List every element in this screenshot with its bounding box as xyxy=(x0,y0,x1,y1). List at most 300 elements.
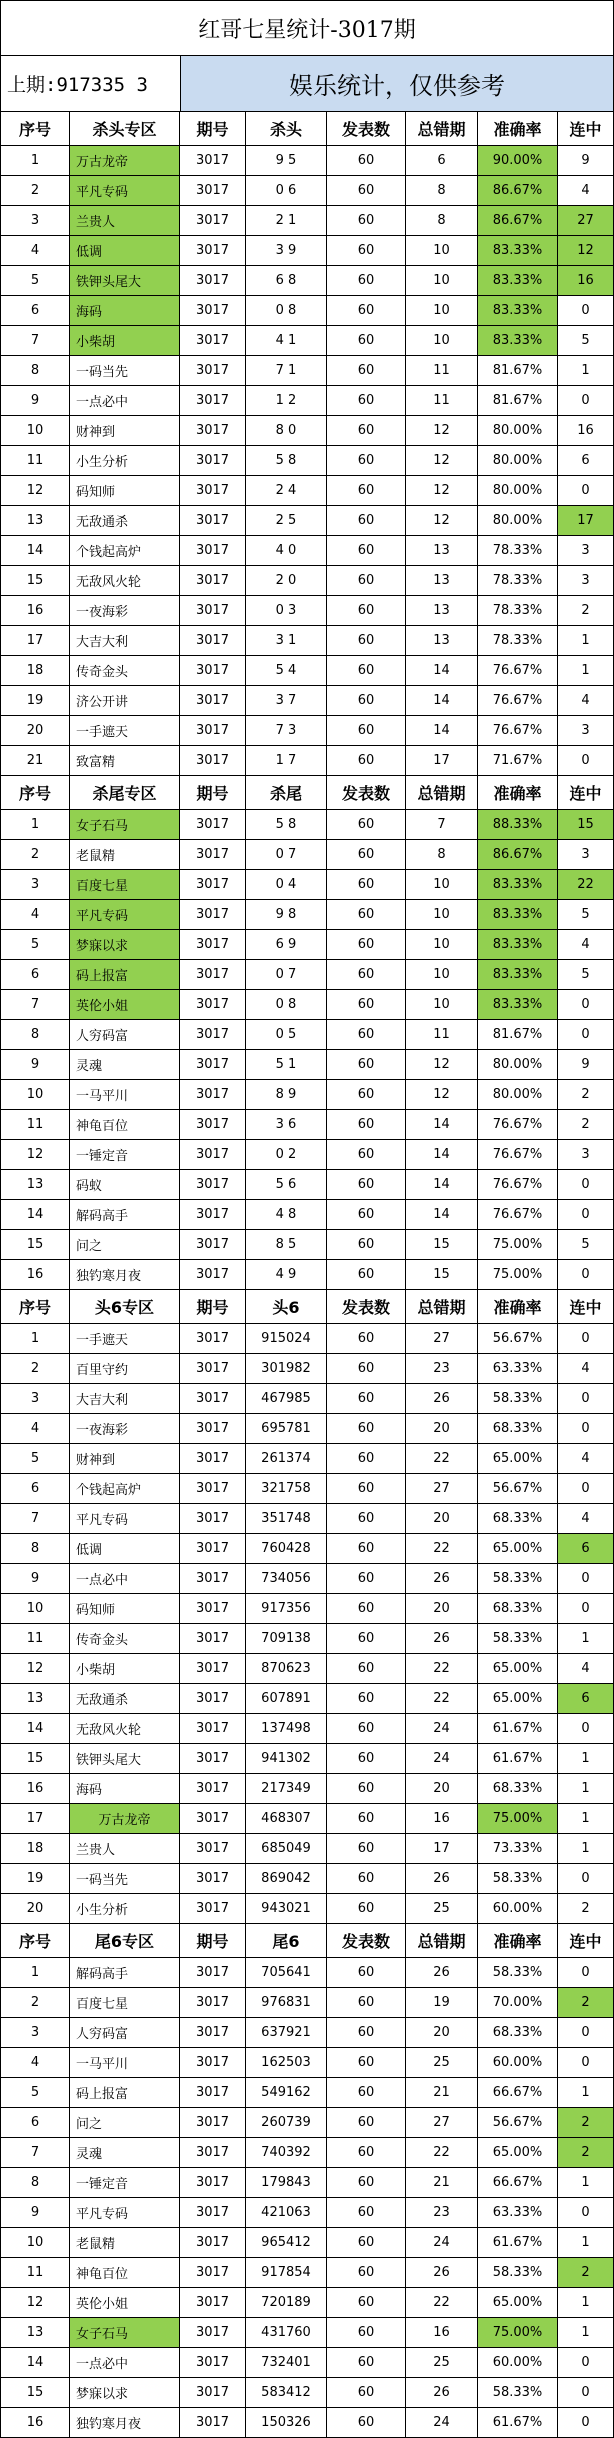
cell-seq: 6 xyxy=(1,2108,70,2138)
table-row xyxy=(0,1684,614,1714)
cell-count: 60 xyxy=(327,1834,406,1864)
cell-count: 60 xyxy=(327,1444,406,1474)
cell-value: 137498 xyxy=(246,1714,327,1744)
cell-issue: 3017 xyxy=(180,566,246,596)
cell-issue: 3017 xyxy=(180,596,246,626)
cell-count: 60 xyxy=(327,2228,406,2258)
cell-seq: 20 xyxy=(1,716,70,746)
cell-issue: 3017 xyxy=(180,1354,246,1384)
cell-misses: 20 xyxy=(406,1414,478,1444)
table-row xyxy=(0,1110,614,1140)
cell-misses: 12 xyxy=(406,446,478,476)
cell-seq: 16 xyxy=(1,596,70,626)
stats-section xyxy=(0,1924,614,2438)
table-row xyxy=(0,326,614,356)
cell-rate: 81.67% xyxy=(478,386,558,416)
table-row xyxy=(0,1594,614,1624)
cell-misses: 20 xyxy=(406,1504,478,1534)
cell-rate: 83.33% xyxy=(478,870,558,900)
cell-streak: 0 xyxy=(558,1384,614,1414)
cell-issue: 3017 xyxy=(180,146,246,176)
cell-streak: 0 xyxy=(558,2048,614,2078)
cell-misses: 23 xyxy=(406,2198,478,2228)
cell-misses: 14 xyxy=(406,1200,478,1230)
cell-rate: 81.67% xyxy=(478,1020,558,1050)
cell-name: 铁钾头尾大 xyxy=(70,1744,180,1774)
cell-seq: 16 xyxy=(1,1774,70,1804)
cell-count: 60 xyxy=(327,2408,406,2438)
cell-streak: 5 xyxy=(558,326,614,356)
cell-value: 261374 xyxy=(246,1444,327,1474)
cell-rate: 60.00% xyxy=(478,2048,558,2078)
cell-count: 60 xyxy=(327,326,406,356)
cell-name: 解码高手 xyxy=(70,1958,180,1988)
table-row xyxy=(0,1080,614,1110)
cell-issue: 3017 xyxy=(180,236,246,266)
previous-draw-label: 上期:917335 3 xyxy=(1,56,181,111)
cell-name: 灵魂 xyxy=(70,2138,180,2168)
header-seq: 序号 xyxy=(1,1924,70,1958)
cell-misses: 10 xyxy=(406,266,478,296)
table-row xyxy=(0,1474,614,1504)
cell-count: 60 xyxy=(327,930,406,960)
cell-seq: 10 xyxy=(1,1080,70,1110)
cell-count: 60 xyxy=(327,1384,406,1414)
cell-value: 260739 xyxy=(246,2108,327,2138)
cell-issue: 3017 xyxy=(180,900,246,930)
cell-value: 5 4 xyxy=(246,656,327,686)
cell-rate: 65.00% xyxy=(478,1654,558,1684)
cell-seq: 6 xyxy=(1,296,70,326)
cell-seq: 6 xyxy=(1,1474,70,1504)
cell-count: 60 xyxy=(327,1354,406,1384)
cell-name: 梦寐以求 xyxy=(70,2378,180,2408)
cell-streak: 2 xyxy=(558,2138,614,2168)
cell-rate: 75.00% xyxy=(478,1804,558,1834)
cell-name: 财神到 xyxy=(70,1444,180,1474)
cell-issue: 3017 xyxy=(180,1958,246,1988)
cell-issue: 3017 xyxy=(180,2168,246,2198)
cell-seq: 4 xyxy=(1,236,70,266)
table-row xyxy=(0,1534,614,1564)
cell-value: 740392 xyxy=(246,2138,327,2168)
cell-count: 60 xyxy=(327,626,406,656)
cell-streak: 0 xyxy=(558,2018,614,2048)
cell-count: 60 xyxy=(327,386,406,416)
cell-misses: 10 xyxy=(406,990,478,1020)
cell-value: 4 1 xyxy=(246,326,327,356)
cell-rate: 73.33% xyxy=(478,1834,558,1864)
table-row xyxy=(0,356,614,386)
cell-seq: 18 xyxy=(1,656,70,686)
cell-value: 607891 xyxy=(246,1684,327,1714)
cell-seq: 19 xyxy=(1,1864,70,1894)
cell-name: 一锤定音 xyxy=(70,1140,180,1170)
cell-issue: 3017 xyxy=(180,1594,246,1624)
cell-streak: 4 xyxy=(558,930,614,960)
cell-rate: 76.67% xyxy=(478,1200,558,1230)
cell-streak: 5 xyxy=(558,900,614,930)
stats-section xyxy=(0,1290,614,1924)
cell-name: 梦寐以求 xyxy=(70,930,180,960)
cell-issue: 3017 xyxy=(180,2258,246,2288)
cell-seq: 9 xyxy=(1,2198,70,2228)
cell-issue: 3017 xyxy=(180,840,246,870)
cell-count: 60 xyxy=(327,1804,406,1834)
cell-count: 60 xyxy=(327,2318,406,2348)
cell-streak: 9 xyxy=(558,1050,614,1080)
cell-value: 6 9 xyxy=(246,930,327,960)
cell-misses: 22 xyxy=(406,2138,478,2168)
header-name: 头6专区 xyxy=(70,1290,180,1324)
header-issue: 期号 xyxy=(180,1924,246,1958)
cell-count: 60 xyxy=(327,1324,406,1354)
cell-seq: 18 xyxy=(1,1834,70,1864)
cell-issue: 3017 xyxy=(180,810,246,840)
cell-value: 217349 xyxy=(246,1774,327,1804)
cell-name: 致富精 xyxy=(70,746,180,776)
cell-name: 小柴胡 xyxy=(70,1654,180,1684)
cell-seq: 20 xyxy=(1,1894,70,1924)
cell-streak: 0 xyxy=(558,1260,614,1290)
cell-count: 60 xyxy=(327,746,406,776)
cell-name: 低调 xyxy=(70,1534,180,1564)
cell-count: 60 xyxy=(327,840,406,870)
cell-streak: 0 xyxy=(558,2348,614,2378)
cell-count: 60 xyxy=(327,1594,406,1624)
cell-misses: 24 xyxy=(406,1744,478,1774)
table-row xyxy=(0,1324,614,1354)
cell-seq: 5 xyxy=(1,1444,70,1474)
cell-value: 1 7 xyxy=(246,746,327,776)
table-row xyxy=(0,2078,614,2108)
cell-streak: 1 xyxy=(558,2168,614,2198)
cell-rate: 75.00% xyxy=(478,1230,558,1260)
table-row xyxy=(0,236,614,266)
cell-count: 60 xyxy=(327,446,406,476)
cell-name: 码上报富 xyxy=(70,2078,180,2108)
header-streak: 连中 xyxy=(558,776,614,810)
cell-misses: 20 xyxy=(406,1594,478,1624)
header-misses: 总错期 xyxy=(406,776,478,810)
cell-streak: 16 xyxy=(558,416,614,446)
header-count: 发表数 xyxy=(327,1924,406,1958)
cell-name: 个钱起高炉 xyxy=(70,1474,180,1504)
cell-issue: 3017 xyxy=(180,656,246,686)
cell-rate: 66.67% xyxy=(478,2168,558,2198)
cell-name: 百度七星 xyxy=(70,1988,180,2018)
cell-streak: 0 xyxy=(558,1594,614,1624)
table-header-row xyxy=(0,1290,614,1324)
cell-name: 女子石马 xyxy=(70,2318,180,2348)
cell-issue: 3017 xyxy=(180,536,246,566)
cell-name: 无敌风火轮 xyxy=(70,566,180,596)
cell-streak: 6 xyxy=(558,1534,614,1564)
cell-value: 5 8 xyxy=(246,446,327,476)
cell-misses: 21 xyxy=(406,2078,478,2108)
table-row xyxy=(0,476,614,506)
cell-rate: 66.67% xyxy=(478,2078,558,2108)
cell-issue: 3017 xyxy=(180,356,246,386)
cell-seq: 12 xyxy=(1,476,70,506)
cell-value: 965412 xyxy=(246,2228,327,2258)
cell-streak: 15 xyxy=(558,810,614,840)
cell-misses: 12 xyxy=(406,1050,478,1080)
cell-misses: 24 xyxy=(406,2408,478,2438)
cell-rate: 80.00% xyxy=(478,506,558,536)
cell-value: 301982 xyxy=(246,1354,327,1384)
cell-name: 小生分析 xyxy=(70,446,180,476)
cell-name: 灵魂 xyxy=(70,1050,180,1080)
cell-seq: 13 xyxy=(1,1684,70,1714)
cell-value: 0 6 xyxy=(246,176,327,206)
cell-count: 60 xyxy=(327,476,406,506)
cell-count: 60 xyxy=(327,356,406,386)
cell-streak: 1 xyxy=(558,1744,614,1774)
header-seq: 序号 xyxy=(1,1290,70,1324)
cell-value: 943021 xyxy=(246,1894,327,1924)
cell-name: 码知师 xyxy=(70,476,180,506)
header-rate: 准确率 xyxy=(478,776,558,810)
table-row xyxy=(0,2198,614,2228)
cell-name: 一夜海彩 xyxy=(70,596,180,626)
cell-issue: 3017 xyxy=(180,1474,246,1504)
cell-seq: 5 xyxy=(1,266,70,296)
cell-seq: 1 xyxy=(1,1958,70,1988)
cell-count: 60 xyxy=(327,900,406,930)
cell-value: 179843 xyxy=(246,2168,327,2198)
cell-rate: 83.33% xyxy=(478,326,558,356)
cell-misses: 26 xyxy=(406,1564,478,1594)
cell-misses: 8 xyxy=(406,176,478,206)
table-row xyxy=(0,536,614,566)
cell-streak: 1 xyxy=(558,1774,614,1804)
cell-name: 小生分析 xyxy=(70,1894,180,1924)
cell-misses: 14 xyxy=(406,686,478,716)
cell-rate: 86.67% xyxy=(478,206,558,236)
cell-issue: 3017 xyxy=(180,1684,246,1714)
cell-streak: 0 xyxy=(558,1200,614,1230)
table-row xyxy=(0,2318,614,2348)
cell-rate: 80.00% xyxy=(478,476,558,506)
cell-value: 0 4 xyxy=(246,870,327,900)
cell-seq: 17 xyxy=(1,626,70,656)
header-issue: 期号 xyxy=(180,112,246,146)
cell-seq: 4 xyxy=(1,2048,70,2078)
cell-issue: 3017 xyxy=(180,1444,246,1474)
cell-count: 60 xyxy=(327,1654,406,1684)
cell-misses: 10 xyxy=(406,930,478,960)
cell-value: 9 5 xyxy=(246,146,327,176)
cell-name: 大吉大利 xyxy=(70,1384,180,1414)
cell-issue: 3017 xyxy=(180,1714,246,1744)
cell-rate: 76.67% xyxy=(478,1170,558,1200)
cell-misses: 26 xyxy=(406,1384,478,1414)
cell-seq: 9 xyxy=(1,386,70,416)
cell-count: 60 xyxy=(327,870,406,900)
cell-seq: 4 xyxy=(1,900,70,930)
table-row xyxy=(0,2288,614,2318)
cell-count: 60 xyxy=(327,596,406,626)
cell-streak: 0 xyxy=(558,1564,614,1594)
cell-value: 162503 xyxy=(246,2048,327,2078)
header-issue: 期号 xyxy=(180,776,246,810)
cell-name: 神龟百位 xyxy=(70,2258,180,2288)
header-misses: 总错期 xyxy=(406,1290,478,1324)
cell-issue: 3017 xyxy=(180,1988,246,2018)
cell-seq: 13 xyxy=(1,2318,70,2348)
cell-streak: 0 xyxy=(558,1714,614,1744)
cell-streak: 12 xyxy=(558,236,614,266)
cell-count: 60 xyxy=(327,1958,406,1988)
cell-seq: 14 xyxy=(1,1200,70,1230)
cell-rate: 61.67% xyxy=(478,1744,558,1774)
cell-streak: 5 xyxy=(558,960,614,990)
cell-rate: 76.67% xyxy=(478,1110,558,1140)
cell-count: 60 xyxy=(327,1080,406,1110)
cell-seq: 2 xyxy=(1,840,70,870)
cell-misses: 10 xyxy=(406,236,478,266)
cell-streak: 3 xyxy=(558,840,614,870)
cell-value: 4 0 xyxy=(246,536,327,566)
cell-value: 468307 xyxy=(246,1804,327,1834)
cell-issue: 3017 xyxy=(180,1624,246,1654)
cell-rate: 58.33% xyxy=(478,1864,558,1894)
cell-name: 万古龙帝 xyxy=(70,146,180,176)
cell-rate: 68.33% xyxy=(478,1594,558,1624)
cell-count: 60 xyxy=(327,1260,406,1290)
cell-streak: 3 xyxy=(558,716,614,746)
table-row xyxy=(0,386,614,416)
table-row xyxy=(0,1654,614,1684)
cell-misses: 17 xyxy=(406,1834,478,1864)
cell-count: 60 xyxy=(327,656,406,686)
cell-seq: 15 xyxy=(1,566,70,596)
cell-streak: 0 xyxy=(558,990,614,1020)
cell-value: 3 7 xyxy=(246,686,327,716)
cell-misses: 22 xyxy=(406,2288,478,2318)
cell-rate: 81.67% xyxy=(478,356,558,386)
cell-streak: 0 xyxy=(558,1864,614,1894)
table-row xyxy=(0,1354,614,1384)
cell-rate: 58.33% xyxy=(478,2258,558,2288)
cell-rate: 75.00% xyxy=(478,1260,558,1290)
cell-count: 60 xyxy=(327,2108,406,2138)
cell-value: 5 8 xyxy=(246,810,327,840)
table-row xyxy=(0,2258,614,2288)
cell-misses: 27 xyxy=(406,1474,478,1504)
cell-issue: 3017 xyxy=(180,1834,246,1864)
cell-issue: 3017 xyxy=(180,746,246,776)
header-value: 头6 xyxy=(246,1290,327,1324)
table-row xyxy=(0,990,614,1020)
cell-count: 60 xyxy=(327,296,406,326)
cell-streak: 22 xyxy=(558,870,614,900)
cell-seq: 3 xyxy=(1,870,70,900)
table-row xyxy=(0,1050,614,1080)
cell-rate: 58.33% xyxy=(478,1384,558,1414)
cell-value: 3 6 xyxy=(246,1110,327,1140)
table-row xyxy=(0,176,614,206)
cell-count: 60 xyxy=(327,1988,406,2018)
cell-count: 60 xyxy=(327,2168,406,2198)
cell-name: 码上报富 xyxy=(70,960,180,990)
table-row xyxy=(0,960,614,990)
table-row xyxy=(0,446,614,476)
cell-rate: 83.33% xyxy=(478,900,558,930)
cell-streak: 1 xyxy=(558,626,614,656)
table-row xyxy=(0,840,614,870)
header-name: 杀头专区 xyxy=(70,112,180,146)
cell-seq: 8 xyxy=(1,1020,70,1050)
table-row xyxy=(0,1774,614,1804)
subheader xyxy=(0,56,614,112)
cell-streak: 0 xyxy=(558,2198,614,2228)
cell-seq: 15 xyxy=(1,1744,70,1774)
cell-name: 一手遮天 xyxy=(70,716,180,746)
cell-streak: 5 xyxy=(558,1230,614,1260)
cell-rate: 65.00% xyxy=(478,1684,558,1714)
cell-streak: 2 xyxy=(558,1110,614,1140)
cell-seq: 9 xyxy=(1,1564,70,1594)
cell-seq: 16 xyxy=(1,2408,70,2438)
cell-misses: 23 xyxy=(406,1354,478,1384)
cell-count: 60 xyxy=(327,1110,406,1140)
cell-streak: 0 xyxy=(558,1170,614,1200)
cell-seq: 11 xyxy=(1,1110,70,1140)
table-row xyxy=(0,810,614,840)
cell-value: 549162 xyxy=(246,2078,327,2108)
cell-misses: 26 xyxy=(406,1864,478,1894)
cell-issue: 3017 xyxy=(180,1504,246,1534)
cell-count: 60 xyxy=(327,146,406,176)
cell-issue: 3017 xyxy=(180,2138,246,2168)
cell-value: 6 8 xyxy=(246,266,327,296)
table-row xyxy=(0,416,614,446)
cell-name: 海码 xyxy=(70,296,180,326)
cell-value: 321758 xyxy=(246,1474,327,1504)
cell-issue: 3017 xyxy=(180,2348,246,2378)
cell-seq: 6 xyxy=(1,960,70,990)
cell-name: 问之 xyxy=(70,1230,180,1260)
cell-count: 60 xyxy=(327,206,406,236)
cell-issue: 3017 xyxy=(180,2078,246,2108)
cell-value: 869042 xyxy=(246,1864,327,1894)
cell-count: 60 xyxy=(327,1684,406,1714)
cell-misses: 10 xyxy=(406,900,478,930)
cell-count: 60 xyxy=(327,506,406,536)
cell-misses: 22 xyxy=(406,1534,478,1564)
table-row xyxy=(0,506,614,536)
cell-rate: 56.67% xyxy=(478,2108,558,2138)
table-row xyxy=(0,1958,614,1988)
cell-name: 平凡专码 xyxy=(70,2198,180,2228)
cell-issue: 3017 xyxy=(180,326,246,356)
cell-misses: 21 xyxy=(406,2168,478,2198)
cell-seq: 10 xyxy=(1,2228,70,2258)
cell-value: 0 3 xyxy=(246,596,327,626)
cell-value: 150326 xyxy=(246,2408,327,2438)
table-row xyxy=(0,566,614,596)
cell-seq: 16 xyxy=(1,1260,70,1290)
header-streak: 连中 xyxy=(558,112,614,146)
cell-count: 60 xyxy=(327,1474,406,1504)
cell-name: 一马平川 xyxy=(70,2048,180,2078)
cell-issue: 3017 xyxy=(180,416,246,446)
cell-misses: 10 xyxy=(406,960,478,990)
cell-count: 60 xyxy=(327,1414,406,1444)
cell-rate: 88.33% xyxy=(478,810,558,840)
